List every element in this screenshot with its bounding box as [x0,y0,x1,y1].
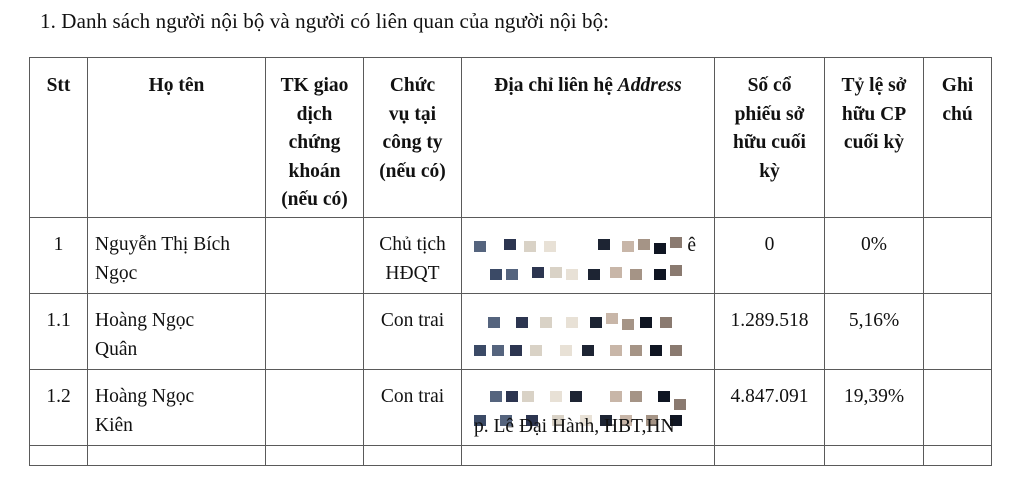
cell-shares: 0 [715,218,825,294]
cell-name: Hoàng Ngọc Kiên [88,370,266,446]
cell-name: Nguyễn Thị Bích Ngọc [88,218,266,294]
redaction-block [510,345,522,356]
header-shares: Số cổ phiếu sở hữu cuối kỳ [715,58,825,218]
redaction-block [670,237,682,248]
redaction-block [566,317,578,328]
redaction-block [610,267,622,278]
redaction-block [532,267,544,278]
table-row-partial [30,446,992,466]
redaction-block [622,241,634,252]
redaction-block [606,313,618,324]
redaction-block [622,319,634,330]
redacted-address-pixels [470,233,708,293]
cell-stt: 1 [30,218,88,294]
cell-name: Hoàng Ngọc Quân [88,294,266,370]
table-row [30,370,992,446]
cell-account [266,294,364,370]
redacted-address-pixels [470,309,708,369]
cell-position: Con trai [364,370,462,446]
redaction-block [516,317,528,328]
cell-ratio: 19,39% [825,370,924,446]
address-visible-text: p. Lê Đại Hành, HBT,HN [474,415,675,437]
redaction-block [582,345,594,356]
redaction-block [610,345,622,356]
cell-position: Chủ tịch HĐQT [364,218,462,294]
header-stt: Stt [30,58,88,218]
header-position: Chức vụ tại công ty (nếu có) [364,58,462,218]
redaction-block [658,391,670,402]
cell-ratio: 5,16% [825,294,924,370]
redaction-block [670,345,682,356]
redaction-block [550,267,562,278]
redaction-block [630,391,642,402]
redaction-block [654,243,666,254]
cell-ratio: 0% [825,218,924,294]
redaction-block [544,241,556,252]
redaction-block [488,317,500,328]
redaction-block [506,269,518,280]
redaction-block [630,269,642,280]
cell-address [462,294,715,370]
redaction-block [522,391,534,402]
redaction-block [566,269,578,280]
cell-shares: 1.289.518 [715,294,825,370]
cell-note [924,294,992,370]
header-row [30,58,992,218]
cell-account [266,218,364,294]
cell-address [462,370,715,446]
redaction-block [504,239,516,250]
cell-shares: 4.847.091 [715,370,825,446]
cell-note [924,218,992,294]
redaction-block [674,399,686,410]
redaction-block [530,345,542,356]
cell-account [266,370,364,446]
redaction-block [654,269,666,280]
header-name: Họ tên [88,58,266,218]
table-row [30,218,992,294]
cell-position: Con trai [364,294,462,370]
redaction-block [638,239,650,250]
redaction-block [474,345,486,356]
header-note: Ghi chú [924,58,992,218]
redaction-block [490,391,502,402]
redaction-block [670,265,682,276]
redaction-block [588,269,600,280]
insiders-table [29,57,992,466]
redaction-block [474,241,486,252]
header-ratio: Tỷ lệ sở hữu CP cuối kỳ [825,58,924,218]
redaction-block [550,391,562,402]
header-account: TK giao dịch chứng khoán (nếu có) [266,58,364,218]
redaction-block [598,239,610,250]
redaction-block [640,317,652,328]
redaction-block [506,391,518,402]
cell-stt: 1.1 [30,294,88,370]
redaction-block [570,391,582,402]
redaction-block [610,391,622,402]
address-visible-text: ê [687,235,696,256]
redaction-block [660,317,672,328]
redaction-block [630,345,642,356]
section-heading: 1. Danh sách người nội bộ và người có liên quan của người nội bộ: [40,9,610,33]
redaction-block [492,345,504,356]
table-row [30,294,992,370]
redaction-block [490,269,502,280]
redaction-block [590,317,602,328]
redaction-block [650,345,662,356]
redaction-block [560,345,572,356]
redaction-block [524,241,536,252]
cell-stt: 1.2 [30,370,88,446]
cell-note [924,370,992,446]
header-address: Địa chỉ liên hệ Address [462,58,715,218]
cell-address [462,218,715,294]
redaction-block [540,317,552,328]
